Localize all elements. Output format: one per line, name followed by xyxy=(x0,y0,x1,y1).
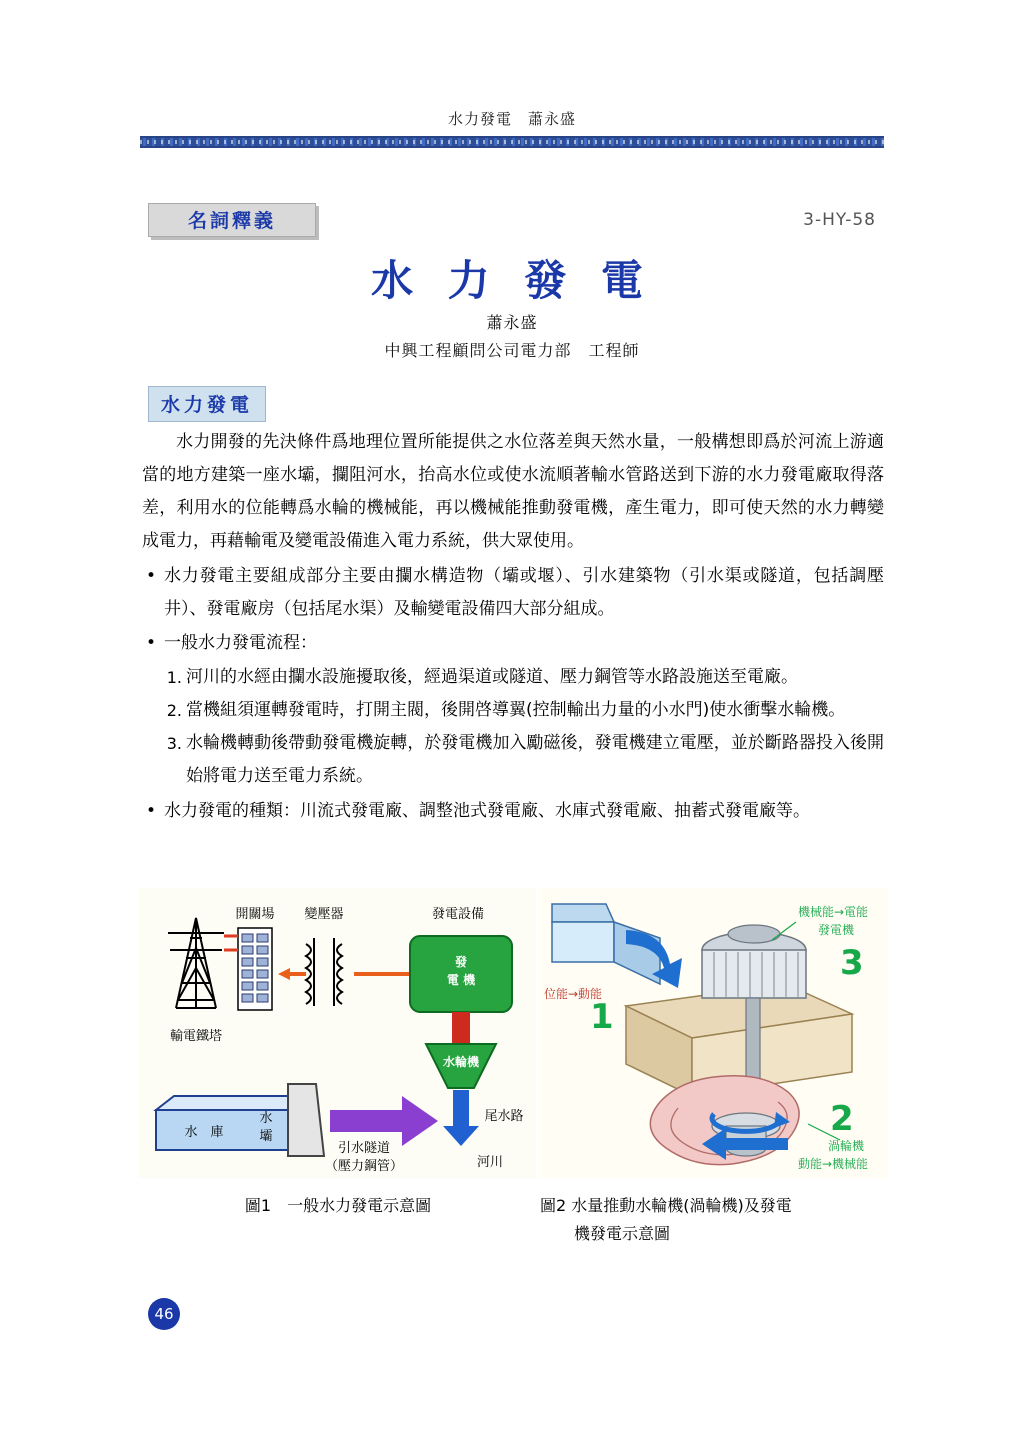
numbered-steps xyxy=(142,661,884,793)
svg-text:發: 發 xyxy=(454,955,468,969)
body-text xyxy=(142,426,884,829)
intro-paragraph: 水力開發的先決條件爲地理位置所能提供之水位落差與天然水量，一般構想即爲於河流上游適當的地方建築一座水壩，攔阻河水，抬高水位或使水流順著輸水管路送到下游的水力發電廠取得落差，利用水的位能轉爲水輪的機械能，再以機械能推動發電機，產生電力，即可使天然的水力轉變成電力，再藉輸電及變電設備進入電力系統，供大眾使用。 xyxy=(142,432,884,551)
fig2-number-3: 3 xyxy=(840,943,864,983)
svg-text:（壓力鋼管）: （壓力鋼管） xyxy=(324,1159,404,1174)
author-affiliation: 中興工程顧問公司電力部 工程師 xyxy=(384,341,640,360)
svg-text:河川: 河川 xyxy=(476,1155,504,1170)
svg-text:電 機: 電 機 xyxy=(446,973,476,987)
fig2-number-2: 2 xyxy=(830,1099,854,1139)
bullet-list-2 xyxy=(142,795,884,828)
step-text: 河川的水經由攔水設施擾取後，經過渠道或隧道、壓力鋼管等水路設施送至電廠。 xyxy=(186,667,798,687)
step-item xyxy=(156,661,884,694)
svg-text:機械能→電能: 機械能→電能 xyxy=(798,905,869,919)
svg-text:水 庫: 水 庫 xyxy=(184,1125,224,1140)
fig2-number-1: 1 xyxy=(590,997,614,1037)
figure-1-caption: 圖1 一般水力發電示意圖 xyxy=(244,1196,432,1215)
step-item xyxy=(156,727,884,793)
svg-text:開關場: 開關場 xyxy=(235,907,275,922)
author-name: 蕭永盛 xyxy=(486,313,538,332)
section-heading: 水力發電 xyxy=(148,386,266,422)
page-title: 水 力 發 電 xyxy=(371,256,653,305)
step-number: 1. xyxy=(166,668,182,687)
svg-text:水: 水 xyxy=(259,1111,273,1126)
figure-area xyxy=(138,888,888,1188)
category-badge-label: 名詞釋義 xyxy=(187,210,276,232)
svg-text:輸電鐵塔: 輸電鐵塔 xyxy=(169,1029,223,1044)
category-badge xyxy=(148,203,316,237)
figure-2-image xyxy=(540,888,888,1178)
svg-text:引水隧道: 引水隧道 xyxy=(337,1141,391,1156)
step-text: 當機組須運轉發電時，打開主閥，後開啓導翼(控制輸出力量的小水門)使水衝擊水輪機。 xyxy=(186,700,846,720)
figure-2-caption xyxy=(540,1192,886,1248)
bullet-item: • 一般水力發電流程： xyxy=(142,627,884,660)
step-text: 水輪機轉動後帶動發電機旋轉，於發電機加入勵磁後，發電機建立電壓，並於斷路器投入後開始將電力送至電力系統。 xyxy=(186,733,884,786)
svg-text:壩: 壩 xyxy=(259,1129,273,1144)
svg-text:水輪機: 水輪機 xyxy=(442,1055,480,1069)
svg-text:尾水路: 尾水路 xyxy=(484,1109,524,1124)
figure-1-image xyxy=(138,888,536,1178)
step-item xyxy=(156,694,884,727)
svg-text:位能→動能: 位能→動能 xyxy=(544,987,603,1001)
svg-text:動能→機械能: 動能→機械能 xyxy=(798,1157,869,1171)
bullet-item: • 水力發電主要組成部分主要由攔水構造物（壩或堰）、引水建築物（引水渠或隧道，包括調壓井）、發電廠房（包括尾水渠）及輸變電設備四大部分組成。 xyxy=(142,560,884,626)
figure-2-caption-line1: 圖2 水量推動水輪機(渦輪機)及發電 xyxy=(540,1196,792,1215)
running-head: 水力發電 蕭永盛 xyxy=(447,110,576,128)
bullet-list xyxy=(142,560,884,660)
step-number: 3. xyxy=(166,734,182,753)
svg-text:變壓器: 變壓器 xyxy=(304,907,344,922)
bullet-item: • 水力發電的種類：川流式發電廠、調整池式發電廠、水庫式發電廠、抽蓄式發電廠等。 xyxy=(142,795,884,828)
svg-text:發電機: 發電機 xyxy=(818,923,855,937)
page-number: 46 xyxy=(148,1298,180,1330)
svg-text:渦輪機: 渦輪機 xyxy=(828,1139,865,1153)
figure-2-caption-line2: 機發電示意圖 xyxy=(574,1224,671,1243)
step-number: 2. xyxy=(166,701,182,720)
svg-text:發電設備: 發電設備 xyxy=(431,907,485,922)
header-decorative-rule xyxy=(140,136,884,148)
document-id: 3-HY-58 xyxy=(803,210,876,230)
